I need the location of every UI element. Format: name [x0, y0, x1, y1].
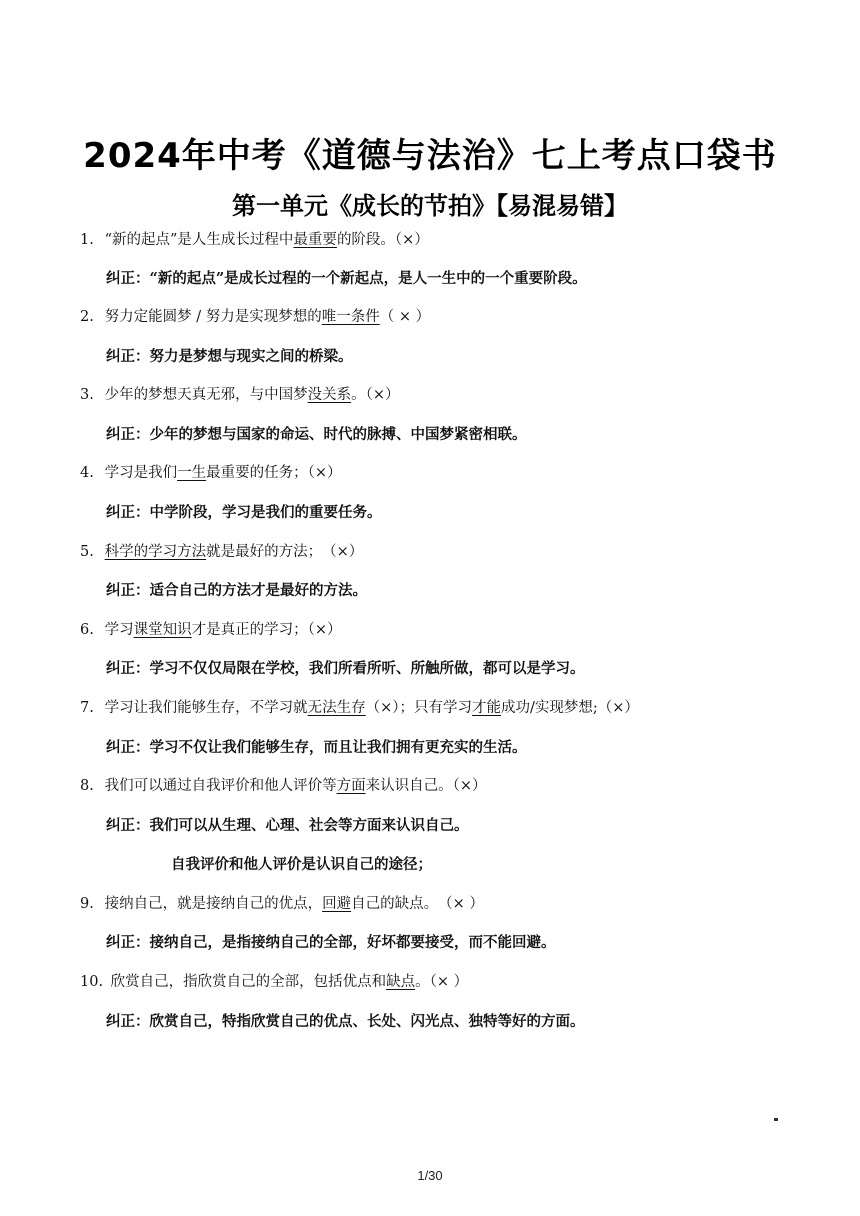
question-text: “新的起点”是人生成长过程中 [104, 232, 294, 248]
question-text: 自己的缺点。 （× ） [351, 896, 484, 912]
correction-text: 纠正：学习不仅让我们能够生存，而且让我们拥有更充实的生活。 [106, 739, 527, 756]
correction-text: 纠正：“新的起点”是成长过程的一个新起点，是人一生中的一个重要阶段。 [106, 270, 587, 287]
key-phrase: 没关系 [307, 387, 352, 403]
question-number: 3. [80, 387, 94, 403]
document-title: 2024年中考《道德与法治》七上考点口袋书 [83, 136, 777, 176]
correction-text: 纠正：欣赏自己，特指欣赏自己的优点、长处、闪光点、独特等好的方面。 [106, 1013, 585, 1030]
question-item [80, 228, 429, 249]
question-item [80, 540, 363, 561]
question-text: 我们可以通过自我评价和他人评价等 [104, 778, 337, 794]
key-phrase: 科学的学习方法 [104, 544, 207, 560]
question-text: 学习 [104, 622, 134, 638]
key-phrase: 一生 [177, 465, 207, 481]
question-number: 5. [80, 544, 94, 560]
key-phrase: 最重要 [293, 232, 337, 248]
question-number: 1. [80, 232, 94, 248]
question-text: 接纳自己，就是接纳自己的优点， [104, 896, 323, 912]
question-text: 努力定能圆梦 / 努力是实现梦想的 [104, 309, 322, 325]
question-number: 4. [80, 465, 94, 481]
question-number: 10. [80, 974, 104, 990]
question-text: 。（×） [351, 387, 400, 403]
question-text: 欣赏自己，指欣赏自己的全部，包括优点和 [110, 974, 387, 990]
correction-text: 纠正：少年的梦想与国家的命运、时代的脉搏、中国梦紧密相联。 [106, 426, 527, 443]
correction-text: 纠正：接纳自己，是指接纳自己的全部，好坏都要接受，而不能回避。 [106, 934, 556, 951]
unit-subtitle: 第一单元《成长的节拍》【易混易错】 [232, 192, 628, 220]
correction-text: 纠正：适合自己的方法才是最好的方法。 [106, 582, 367, 599]
question-text: 就是最好的方法； （×） [206, 544, 364, 560]
question-text: （ × ） [379, 309, 431, 325]
question-text: 学习是我们 [104, 465, 178, 481]
question-item [80, 892, 484, 913]
key-phrase: 回避 [322, 896, 352, 912]
question-item [80, 696, 639, 717]
question-item [80, 383, 400, 404]
question-item [80, 461, 342, 482]
correction-text: 纠正：学习不仅仅局限在学校，我们所看所听、所触所做，都可以是学习。 [106, 660, 585, 677]
question-text: （×）；只有学习 [365, 700, 473, 716]
question-text: 来认识自己。（×） [365, 778, 487, 794]
question-item [80, 618, 342, 639]
question-number: 6. [80, 622, 94, 638]
correction-text: 纠正：我们可以从生理、心理、社会等方面来认识自己。 [106, 817, 469, 834]
question-text: 成功/实现梦想;（×） [501, 700, 639, 716]
question-text: 。（× ） [415, 974, 469, 990]
question-text: 少年的梦想天真无邪，与中国梦 [104, 387, 308, 403]
key-phrase: 唯一条件 [321, 309, 380, 325]
question-text: 最重要的任务；（×） [206, 465, 342, 481]
correction-text: 纠正：努力是梦想与现实之间的桥梁。 [106, 348, 353, 365]
question-item [80, 970, 468, 991]
question-number: 9. [80, 896, 94, 912]
page-number: 1/30 [417, 1168, 443, 1183]
key-phrase: 课堂知识 [133, 622, 192, 638]
scan-speck [774, 1118, 778, 1121]
key-phrase: 才能 [472, 700, 502, 716]
question-text: 学习让我们能够生存，不学习就 [104, 700, 308, 716]
question-item [80, 305, 430, 326]
key-phrase: 缺点 [386, 974, 416, 990]
question-number: 8. [80, 778, 94, 794]
question-number: 2. [80, 309, 94, 325]
question-text: 才是真正的学习；（×） [191, 622, 342, 638]
question-number: 7. [80, 700, 94, 716]
correction-note: 自我评价和他人评价是认识自己的途径； [171, 856, 432, 873]
question-text: 的阶段。（×） [336, 232, 429, 248]
key-phrase: 方面 [336, 778, 366, 794]
correction-text: 纠正：中学阶段，学习是我们的重要任务。 [106, 504, 382, 521]
question-item [80, 774, 487, 795]
key-phrase: 无法生存 [307, 700, 366, 716]
